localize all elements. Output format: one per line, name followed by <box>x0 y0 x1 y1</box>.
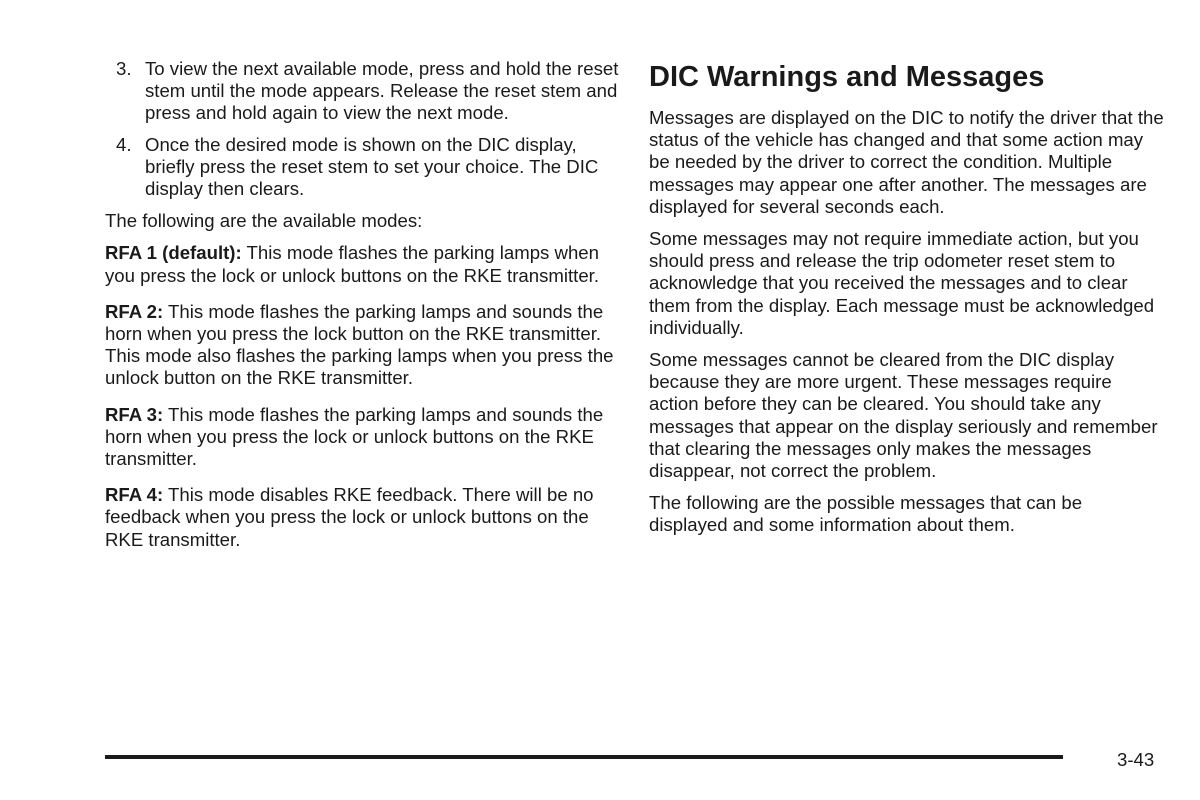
body-paragraph: Messages are displayed on the DIC to notify the driver that the status of the vehicle has changed and that some action may be needed by the driver to correct the condition. Multiple messages may appear one after another. The messages are displayed for several seconds each. <box>649 107 1164 217</box>
step-number: 4. <box>116 133 132 155</box>
instruction-steps <box>105 58 620 200</box>
section-heading: DIC Warnings and Messages <box>649 61 1045 93</box>
step-item <box>105 58 620 125</box>
footer-rule <box>105 755 1063 759</box>
mode-term: RFA 2: <box>105 300 164 322</box>
step-text: To view the next available mode, press and hold the reset stem until the mode appears. Release the reset stem and press and hold again to view the next mode. <box>145 58 619 124</box>
right-column <box>649 58 1164 547</box>
step-number: 3. <box>116 58 132 79</box>
mode-description: This mode disables RKE feedback. There will be no feedback when you press the lock or unlock buttons on the RKE transmitter. <box>105 484 594 550</box>
mode-item <box>105 484 620 551</box>
modes-intro: The following are the available modes: <box>105 210 423 232</box>
body-paragraph: Some messages cannot be cleared from the DIC display because they are more urgent. These messages require action before they can be cleared. You should take any messages that appear on the display seriously and remember that clearing the messages only makes the messages disappear, not correct the problem. <box>649 349 1158 482</box>
mode-description: This mode flashes the parking lamps and sounds the horn when you press the lock button on the RKE transmitter. This mode also flashes the parking lamps when you press the unlock button on the RKE transmitter. <box>105 300 614 389</box>
step-item <box>105 134 620 201</box>
mode-item <box>105 301 620 390</box>
mode-item <box>105 242 620 286</box>
page-number: 3-43 <box>1117 749 1155 770</box>
mode-term: RFA 4: <box>105 484 164 506</box>
mode-term: RFA 3: <box>105 403 164 425</box>
step-text: Once the desired mode is shown on the DIC display, briefly press the reset stem to set your choice. The DIC display then clears. <box>145 133 599 200</box>
left-column <box>105 58 620 565</box>
mode-description: This mode flashes the parking lamps when you press the lock or unlock buttons on the RKE transmitter. <box>105 242 600 286</box>
mode-description: This mode flashes the parking lamps and sounds the horn when you press the lock or unlock buttons on the RKE transmitter. <box>105 403 604 470</box>
mode-term: RFA 1 (default): <box>105 242 242 264</box>
body-paragraph: The following are the possible messages that can be displayed and some information about them. <box>649 492 1083 536</box>
mode-item <box>105 404 620 471</box>
body-paragraph: Some messages may not require immediate action, but you should press and release the trip odometer reset stem to acknowledge that you received the messages and to clear them from the display. Each message must be acknowledged individually. <box>649 228 1155 338</box>
